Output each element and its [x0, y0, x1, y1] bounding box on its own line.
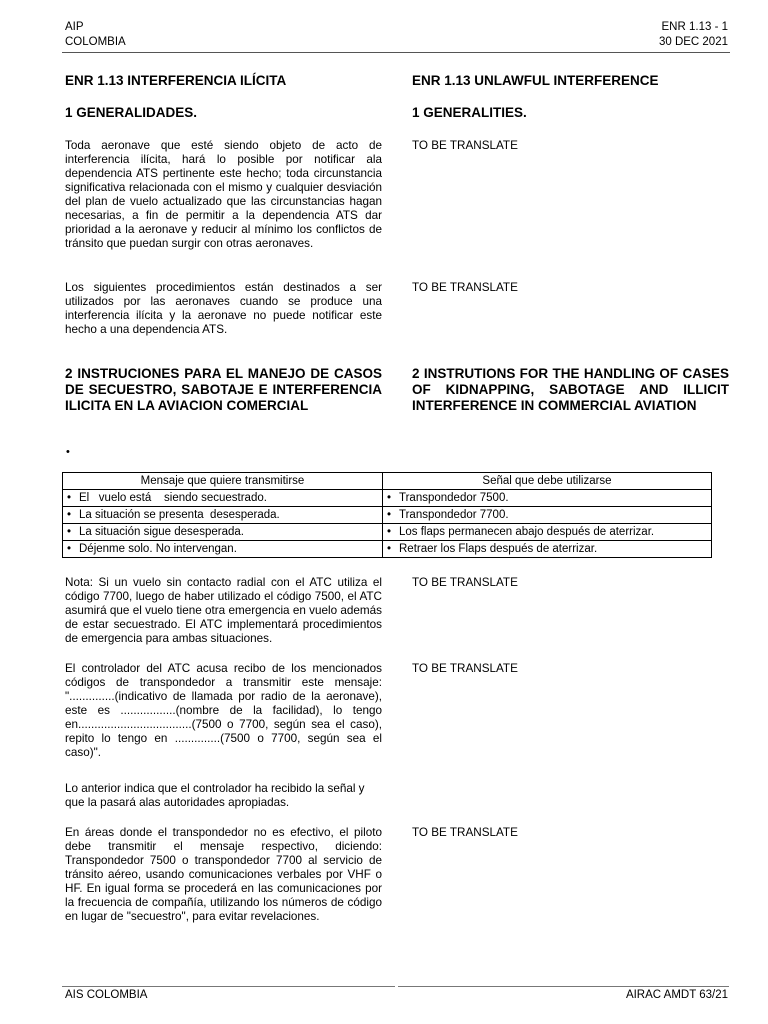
table-cell-message — [63, 507, 383, 524]
footer-left: AIS COLOMBIA — [65, 989, 148, 1001]
signal-text: Retraer los Flaps después de aterrizar. — [399, 542, 598, 555]
message-text: Déjenme solo. No intervengan. — [79, 542, 237, 555]
acknowledgement-es: Lo anterior indica que el controlador ha recibido la señal y que la pasará alas autoridades apropiadas. — [65, 782, 365, 809]
signal-text: Transpondedor 7500. — [399, 491, 509, 504]
table-cell-message — [63, 541, 383, 558]
section-2-title-en: 2 INSTRUTIONS FOR THE HANDLING OF CASES OF KIDNAPPING, SABOTAGE AND ILLICIT INTERFERENCE IN COMMERCIAL AVIATION — [412, 366, 729, 413]
table-cell-signal — [383, 490, 712, 507]
column-header-message: Mensaje que quiere transmitirse — [63, 473, 383, 490]
bullet-marker: • — [387, 508, 392, 521]
footer-right: AIRAC AMDT 63/21 — [625, 989, 728, 1001]
bullet-marker: • — [67, 491, 72, 504]
signal-text: Transpondedor 7700. — [399, 508, 509, 521]
message-text: El vuelo está siendo secuestrado. — [79, 491, 267, 504]
footer-divider-right — [398, 986, 729, 987]
bullet-marker: • — [387, 491, 392, 504]
header-country: COLOMBIA — [65, 36, 126, 48]
bullet-marker: • — [67, 508, 72, 521]
bullet-marker: • — [67, 542, 72, 555]
transponder-areas-es: En áreas donde el transpondedor no es efectivo, el piloto debe transmitir el mensaje respectivo, diciendo: Transpondedor 7500 o transpondedor 7700 al servicio de tránsito aéreo, usando comunicaciones verbales por VHF o HF. En igual forma se procederá en las comunicaciones por la frecuencia de compañía, utilizando los números de código en lugar de "secuestro", para evitar revelaciones. — [65, 826, 382, 923]
signal-table — [62, 472, 712, 558]
table-header-row — [63, 473, 712, 490]
header-aip: AIP — [65, 21, 84, 33]
paragraph-es-1: Toda aeronave que esté siendo objeto de acto de interferencia ilícita, hará lo posible por notificar ala dependencia ATS pertinente este hecho; toda circunstancia significativa relacionada con el mismo y cualquier desviación del plan de vuelo actualizado que las circunstancias hagan necesarias, a fin de permitir a la dependencia ATS dar prioridad a la aeronave y reducir al mínimo los conflictos de tránsito que puedan surgir con otras aeronaves. — [65, 139, 382, 250]
subsection-title-es: 1 GENERALIDADES. — [65, 105, 198, 120]
table-cell-message — [63, 490, 383, 507]
table-cell-signal — [383, 541, 712, 558]
subsection-title-en: 1 GENERALITIES. — [412, 105, 527, 120]
table-cell-signal — [383, 507, 712, 524]
paragraph-en-2: TO BE TRANSLATE — [412, 281, 518, 294]
bullet-marker: • — [387, 542, 392, 555]
header-date: 30 DEC 2021 — [658, 36, 728, 48]
paragraph-en-1: TO BE TRANSLATE — [412, 139, 518, 152]
bullet-marker: • — [66, 446, 70, 458]
header-right — [659, 20, 728, 50]
section-title-es: ENR 1.13 INTERFERENCIA ILÍCITA — [65, 73, 287, 88]
bullet-marker: • — [67, 525, 72, 538]
header-left — [65, 20, 126, 50]
table-row — [63, 541, 712, 558]
paragraph-es-2: Los siguientes procedimientos están destinados a ser utilizados por las aeronaves cuando se produce una interferencia ilícita y la aeronave no puede notificar este hecho a una dependencia ATS. — [65, 281, 382, 336]
message-text: La situación se presenta desesperada. — [79, 508, 280, 521]
transponder-areas-en: TO BE TRANSLATE — [412, 826, 518, 839]
table-cell-message — [63, 524, 383, 541]
header-divider — [62, 52, 730, 53]
section-title-en: ENR 1.13 UNLAWFUL INTERFERENCE — [412, 73, 659, 88]
controller-message-en: TO BE TRANSLATE — [412, 662, 518, 675]
controller-message-es: El controlador del ATC acusa recibo de los mencionados códigos de transpondedor a transmitir este mensaje: "..............(indicativo de llamada por radio de la aeronave), este es .................(nombre de la facilidad), lo tengo en...................................(7500 o 7700, según sea el caso), repito lo tengo en ..............(7500 o 7700, según sea el caso)". — [65, 662, 382, 759]
note-en: TO BE TRANSLATE — [412, 576, 518, 589]
table-row — [63, 507, 712, 524]
signal-text: Los flaps permanecen abajo después de aterrizar. — [399, 525, 655, 538]
message-text: La situación sigue desesperada. — [79, 525, 244, 538]
header-page-ref: ENR 1.13 - 1 — [661, 21, 728, 33]
column-header-signal: Señal que debe utilizarse — [383, 473, 712, 490]
table-row — [63, 524, 712, 541]
footer-divider-left — [62, 986, 395, 987]
bullet-marker: • — [387, 525, 392, 538]
note-es: Nota: Si un vuelo sin contacto radial con el ATC utiliza el código 7700, luego de haber utilizado el código 7500, el ATC asumirá que el vuelo tiene otra emergencia en vuelo además de estar secuestrado. El ATC implementará procedimientos de emergencia para ambas situaciones. — [65, 576, 382, 645]
table-cell-signal — [383, 524, 712, 541]
table-row — [63, 490, 712, 507]
section-2-title-es: 2 INSTRUCIONES PARA EL MANEJO DE CASOS DE SECUESTRO, SABOTAJE E INTERFERENCIA ILICITA EN LA AVIACION COMERCIAL — [65, 366, 382, 413]
